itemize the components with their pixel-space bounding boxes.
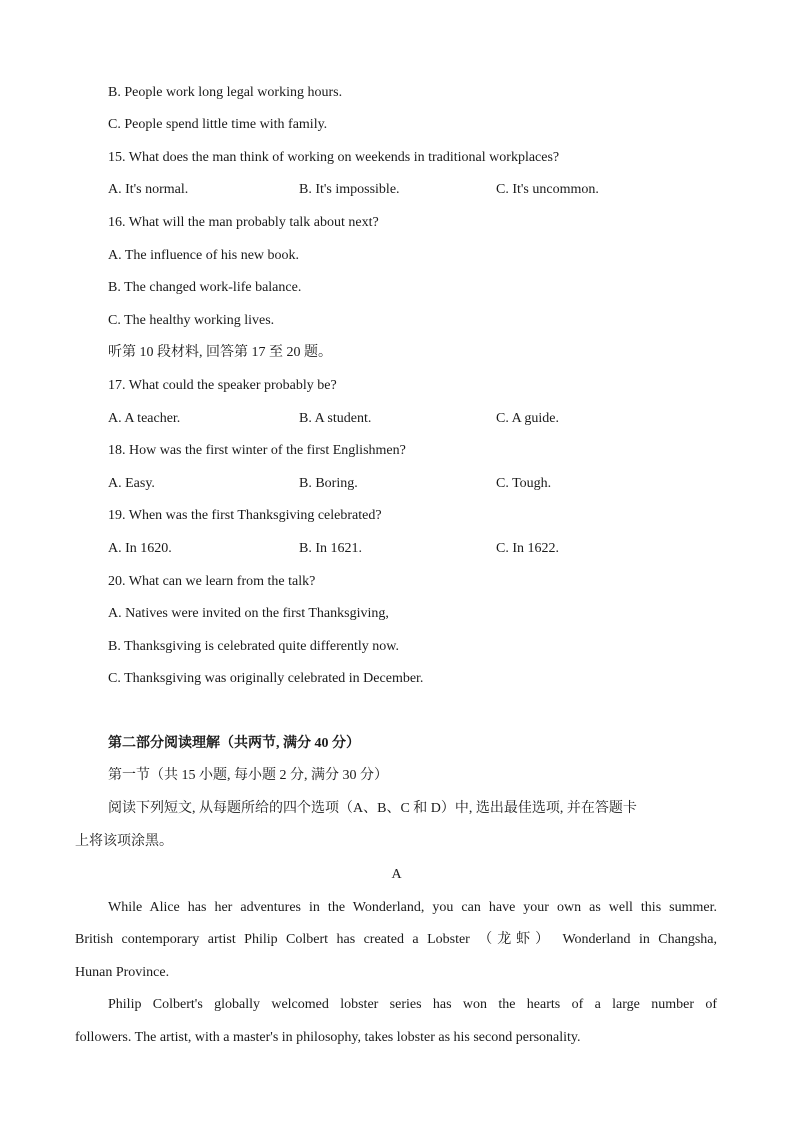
q18-option-c: C. Tough. [496, 476, 552, 491]
q20-question: 20. What can we learn from the talk? [108, 574, 316, 589]
passage-label: A [391, 867, 402, 882]
q19-question: 19. When was the first Thanksgiving celebrated? [108, 508, 382, 523]
q15-option-b: B. It's impossible. [299, 182, 400, 197]
passage-p1-line1-text: While Alice has her adventures in the Wonderland, you can have your own as well this summer. [108, 900, 717, 915]
q17-option-a: A. A teacher. [108, 411, 181, 426]
q15-option-c: C. It's uncommon. [496, 182, 599, 197]
q17-option-c: C. A guide. [496, 411, 560, 426]
reading-instruction-line2: 上将该项涂黑。 [75, 834, 173, 849]
passage-p1-line2-text: British contemporary artist Philip Colbert has created a Lobster （龙虾） Wonderland in Changsha, [75, 932, 717, 947]
passage-p1-line2 [75, 931, 717, 949]
q18-question: 18. How was the first winter of the first Englishmen? [108, 443, 406, 458]
q15-option-a: A. It's normal. [108, 182, 189, 197]
q16-option-c: C. The healthy working lives. [108, 313, 275, 328]
q15-question: 15. What does the man think of working on weekends in traditional workplaces? [108, 150, 560, 165]
q19-option-c: C. In 1622. [496, 541, 559, 556]
passage-p1-line3: Hunan Province. [75, 965, 170, 980]
q16-question: 16. What will the man probably talk about next? [108, 215, 379, 230]
q17-option-b: B. A student. [299, 411, 372, 426]
q20-option-a: A. Natives were invited on the first Thanksgiving, [108, 606, 389, 621]
passage-p2-line2: followers. The artist, with a master's in philosophy, takes lobster as his second personality. [75, 1030, 581, 1045]
q16-option-b: B. The changed work-life balance. [108, 280, 302, 295]
q20-option-c: C. Thanksgiving was originally celebrated in December. [108, 671, 424, 686]
q18-option-b: B. Boring. [299, 476, 358, 491]
q20-option-b: B. Thanksgiving is celebrated quite differently now. [108, 639, 399, 654]
reading-instruction-line1: 阅读下列短文, 从每题所给的四个选项（A、B、C 和 D）中, 选出最佳选项, 并在答题卡 [108, 801, 637, 816]
part2-heading: 第二部分阅读理解（共两节, 满分 40 分） [108, 736, 360, 751]
passage-p2-line1 [108, 996, 717, 1014]
passage-p2-line1-text: Philip Colbert's globally welcomed lobster series has won the hearts of a large number of [108, 997, 717, 1012]
q17-question: 17. What could the speaker probably be? [108, 378, 337, 393]
q14-option-c: C. People spend little time with family. [108, 117, 328, 132]
q18-option-a: A. Easy. [108, 476, 155, 491]
q19-option-a: A. In 1620. [108, 541, 172, 556]
q16-option-a: A. The influence of his new book. [108, 248, 300, 263]
material10-instruction: 听第 10 段材料, 回答第 17 至 20 题。 [108, 345, 332, 360]
q14-option-b: B. People work long legal working hours. [108, 85, 343, 100]
passage-p1-line1 [108, 899, 717, 917]
q19-option-b: B. In 1621. [299, 541, 362, 556]
section1-heading: 第一节（共 15 小题, 每小题 2 分, 满分 30 分） [108, 768, 388, 783]
